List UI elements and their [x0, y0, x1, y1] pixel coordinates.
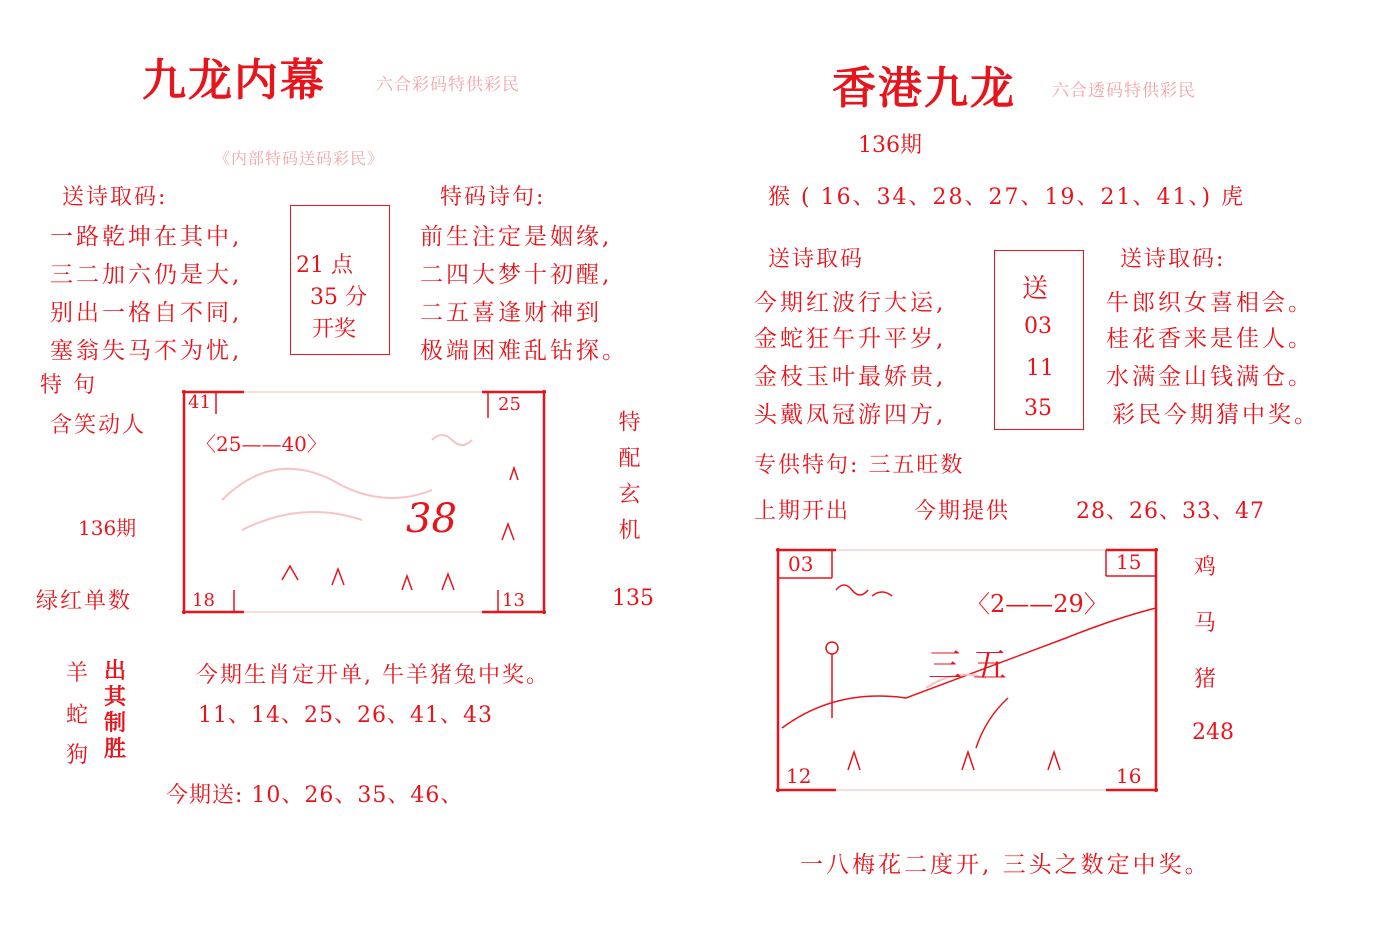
right-footer: 一八梅花二度开, 三头之数定中奖。: [800, 852, 1211, 878]
right-sketch-box: [776, 548, 1158, 792]
left-sketch-number: 38: [406, 496, 457, 542]
left-issue: 136期: [78, 516, 137, 540]
left-color-hint: 绿红单数: [36, 589, 133, 614]
left-zodiac-3: 狗: [66, 743, 91, 768]
right-provide-numbers: 28、26、33、47: [1076, 499, 1265, 524]
right-title: 香港九龙: [832, 63, 1016, 114]
left-control-4: 胜: [104, 736, 127, 762]
right-last-issue: 上期开出: [754, 499, 851, 524]
right-special-phrase: 专供特句: 三五旺数: [754, 453, 965, 478]
right-sketch-range: 〈2——29〉: [966, 590, 1108, 618]
right-poem-head-left: 送诗取码: [768, 247, 865, 272]
left-poem-line-3: 别出一格自不同,: [50, 300, 243, 326]
right-send-label: 送: [1022, 274, 1049, 304]
right-monkey-line: 猴 ( 16、34、28、27、19、21、41、) 虎: [768, 185, 1246, 210]
left-sketch-corner-tl: 41: [188, 392, 211, 413]
left-sketch-box: [182, 390, 546, 614]
left-special-line-1: 前生注定是姻缘,: [420, 224, 613, 250]
left-poem-line-1: 一路乾坤在其中,: [50, 224, 243, 250]
left-sketch-corner-bl: 18: [192, 590, 215, 611]
left-special-phrase: 含笑动人: [50, 413, 147, 438]
left-title: 九龙内幕: [142, 55, 326, 106]
right-title-sub: 六合透码特供彩民: [1052, 81, 1196, 101]
left-special-line-4: 极端困难乱钻探。: [420, 338, 628, 364]
left-control-2: 其: [104, 684, 127, 710]
left-numbers: 11、14、25、26、41、43: [198, 703, 493, 728]
right-poem-head-right: 送诗取码:: [1120, 247, 1226, 272]
right-poem-right-1: 牛郎织女喜相会。: [1106, 290, 1314, 316]
right-side-number: 248: [1192, 720, 1234, 745]
right-send-num-3: 35: [1024, 396, 1052, 421]
right-provide: 今期提供: [914, 499, 1011, 524]
left-control-1: 出: [104, 658, 127, 684]
right-side-2: 马: [1194, 611, 1219, 636]
right-poem-left-3: 金枝玉叶最娇贵,: [754, 364, 947, 390]
left-zodiac-2: 蛇: [66, 703, 91, 728]
right-sketch-corner-tl: 03: [788, 552, 814, 576]
left-special-line-3: 二五喜逢财神到: [420, 300, 602, 326]
right-side-3: 猪: [1194, 667, 1219, 692]
left-sketch-range: 〈25——40〉: [196, 432, 327, 456]
right-send-num-1: 03: [1024, 314, 1052, 339]
left-special-line-2: 二四大梦十初醒,: [420, 262, 613, 288]
left-side-vertical: 特配玄机: [615, 410, 640, 554]
left-send-line: 今期送: 10、26、35、46、: [166, 783, 464, 808]
right-poem-left-1: 今期红波行大运,: [754, 290, 947, 316]
right-send-num-2: 11: [1026, 356, 1054, 381]
right-poem-left-2: 金蛇狂午升平岁,: [754, 326, 947, 352]
right-poem-right-3: 水满金山钱满仓。: [1106, 364, 1314, 390]
left-draw-time-label: 开奖: [312, 317, 357, 342]
right-side-1: 鸡: [1194, 555, 1219, 580]
left-title-sub: 六合彩码特供彩民: [376, 75, 520, 95]
right-poem-left-4: 头戴凤冠游四方,: [754, 402, 947, 428]
left-zodiac-1: 羊: [66, 661, 91, 686]
right-poem-right-4: 彩民今期猜中奖。: [1112, 402, 1320, 428]
left-poem-line-4: 塞翁失马不为忧,: [50, 338, 243, 364]
right-sketch-corner-tr: 15: [1116, 550, 1142, 574]
left-draw-time-hour: 21 点: [296, 253, 353, 278]
left-special-phrase-label: 特 句: [40, 373, 97, 398]
left-poem-head: 送诗取码:: [62, 185, 168, 210]
left-control-3: 制: [104, 710, 127, 736]
left-special-head: 特码诗句:: [440, 185, 546, 210]
left-side-number: 135: [612, 586, 654, 611]
right-issue: 136期: [858, 133, 922, 158]
right-sketch-word: 三 五: [928, 646, 1007, 686]
left-draw-time-minute: 35 分: [310, 285, 367, 310]
left-sketch-corner-br: 13: [502, 590, 525, 611]
right-sketch-corner-bl: 12: [786, 764, 812, 788]
right-sketch-corner-br: 16: [1116, 764, 1142, 788]
left-sketch-frame: [182, 390, 546, 614]
left-sub-line: 《内部特码送码彩民》: [214, 149, 385, 168]
left-poem-line-2: 三二加六仍是大,: [50, 262, 243, 288]
left-zodiac-text: 今期生肖定开单, 牛羊猪兔中奖。: [196, 663, 550, 688]
right-poem-right-2: 桂花香来是佳人。: [1106, 326, 1314, 352]
left-sketch-corner-tr: 25: [498, 394, 521, 415]
